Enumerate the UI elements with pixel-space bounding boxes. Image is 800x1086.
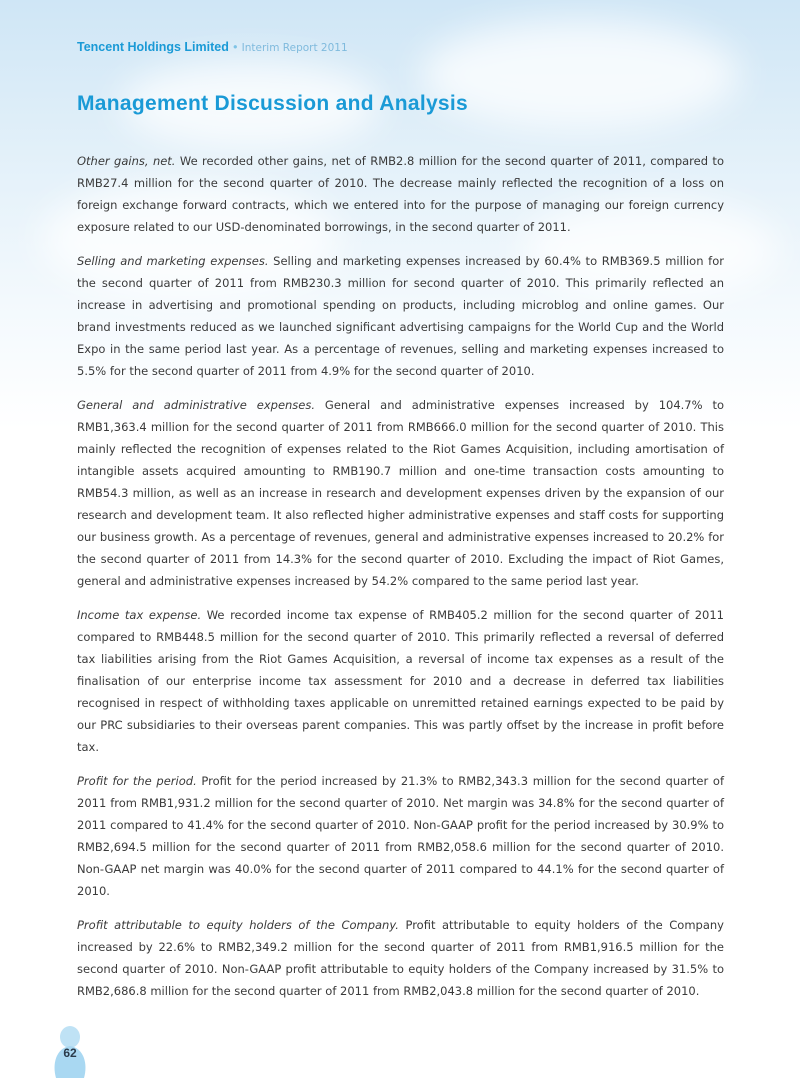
running-header xyxy=(77,40,348,54)
paragraph-other-gains xyxy=(77,150,724,238)
company-name: Tencent Holdings Limited xyxy=(77,40,229,54)
paragraph-lead: General and administrative expenses. xyxy=(77,398,316,412)
paragraph-lead: Profit attributable to equity holders of the Company. xyxy=(77,918,399,932)
paragraph-general-admin xyxy=(77,394,724,592)
page-number: 62 xyxy=(63,1046,77,1060)
paragraph-body: General and administrative expenses increased by 104.7% to RMB1,363.4 million for the second quarter of 2011 from RMB666.0 million for the second quarter of 2010. This mainly reflected the recognition of expenses related to the Riot Games Acquisition, including amortisation of intangible assets acquired amounting to RMB190.7 million and one-time transaction costs amounting to RMB54.3 million, as well as an increase in research and development expenses driven by the expansion of our research and development team. It also reflected higher administrative expenses and staff costs for supporting our business growth. As a percentage of revenues, general and administrative expenses increased to 20.2% for the second quarter of 2011 from 14.3% for the second quarter of 2010. Excluding the impact of Riot Games, general and administrative expenses increased by 54.2% compared to the same period last year. xyxy=(77,398,724,588)
paragraph-selling-marketing xyxy=(77,250,724,382)
paragraph-lead: Other gains, net. xyxy=(77,154,176,168)
paragraph-lead: Selling and marketing expenses. xyxy=(77,254,269,268)
paragraph-body: We recorded income tax expense of RMB405.2 million for the second quarter of 2011 compared to RMB448.5 million for the second quarter of 2010. This primarily reflected a reversal of deferred tax liabilities arising from the Riot Games Acquisition, a reversal of income tax expenses as a result of the finalisation of our enterprise income tax assessment for 2010 and a decrease in deferred tax liabilities recognised in respect of withholding taxes applicable on unremitted retained earnings expected to be paid by our PRC subsidiaries to their overseas parent companies. This was partly offset by the increase in profit before tax. xyxy=(77,608,724,754)
paragraph-body: We recorded other gains, net of RMB2.8 million for the second quarter of 2011, compared to RMB27.4 million for the second quarter of 2010. The decrease mainly reflected the recognition of a loss on foreign exchange forward contracts, which we entered into for the purpose of managing our foreign currency exposure related to our USD-denominated borrowings, in the second quarter of 2011. xyxy=(77,154,724,234)
page-title: Management Discussion and Analysis xyxy=(77,92,469,115)
paragraph-profit-attributable xyxy=(77,914,724,1002)
paragraph-lead: Profit for the period. xyxy=(77,774,197,788)
paragraph-lead: Income tax expense. xyxy=(77,608,202,622)
header-separator: • xyxy=(231,40,239,54)
page-number-badge xyxy=(50,1024,90,1080)
body-content xyxy=(77,150,724,1014)
report-name: Interim Report 2011 xyxy=(241,42,348,54)
paragraph-body: Selling and marketing expenses increased by 60.4% to RMB369.5 million for the second quarter of 2011 from RMB230.3 million for second quarter of 2010. This primarily reflected an increase in advertising and promotional spending on products, including microblog and online games. Our brand investments reduced as we launched significant advertising campaigns for the World Cup and the World Expo in the same period last year. As a percentage of revenues, selling and marketing expenses increased to 5.5% for the second quarter of 2011 from 4.9% for the second quarter of 2010. xyxy=(77,254,724,378)
paragraph-income-tax xyxy=(77,604,724,758)
paragraph-body: Profit attributable to equity holders of the Company increased by 22.6% to RMB2,349.2 million for the second quarter of 2011 from RMB1,916.5 million for the second quarter of 2010. Non-GAAP profit attributable to equity holders of the Company increased by 31.5% to RMB2,686.8 million for the second quarter of 2011 from RMB2,043.8 million for the second quarter of 2010. xyxy=(77,918,724,998)
paragraph-profit-period xyxy=(77,770,724,902)
paragraph-body: Profit for the period increased by 21.3% to RMB2,343.3 million for the second quarter of 2011 from RMB1,931.2 million for the second quarter of 2010. Net margin was 34.8% for the second quarter of 2011 compared to 41.4% for the second quarter of 2010. Non-GAAP profit for the period increased by 30.9% to RMB2,694.5 million for the second quarter of 2011 from RMB2,058.6 million for the second quarter of 2010. Non-GAAP net margin was 40.0% for the second quarter of 2011 compared to 44.1% for the second quarter of 2010. xyxy=(77,774,724,898)
